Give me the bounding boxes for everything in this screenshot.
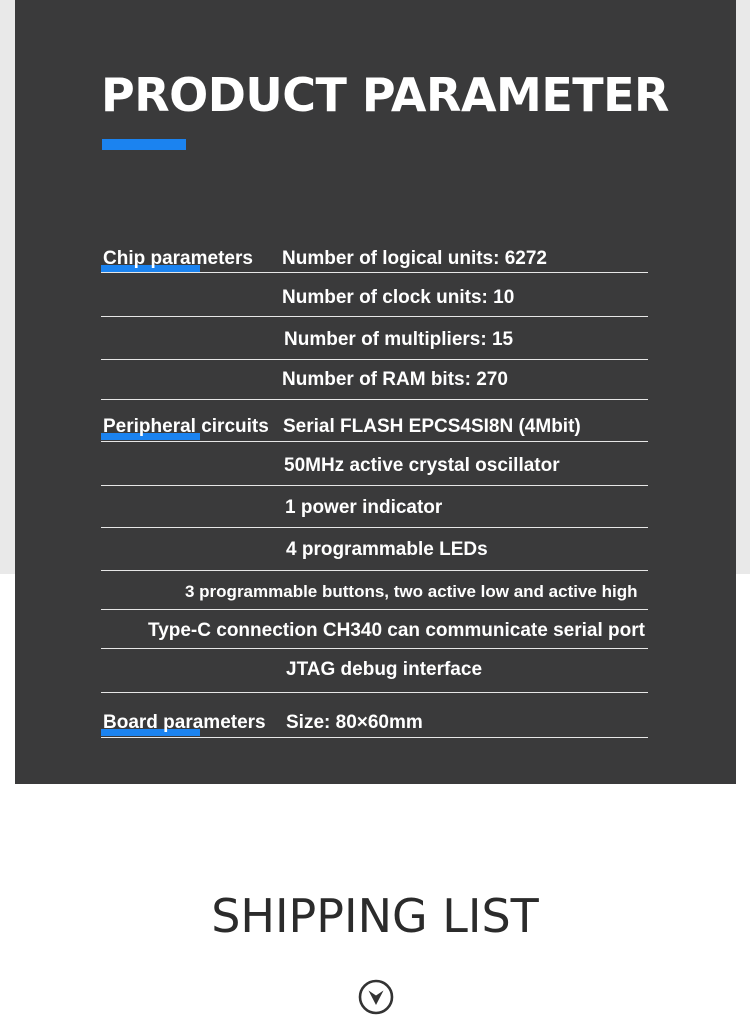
row-divider [101, 485, 648, 486]
row-divider [101, 527, 648, 528]
row-divider [101, 272, 648, 273]
row-divider [101, 648, 648, 649]
param-row: Number of logical units: 6272 [282, 248, 547, 269]
chevron-down-circle-icon [358, 979, 394, 1015]
row-divider [101, 359, 648, 360]
title-accent-bar [102, 139, 186, 150]
row-divider [101, 399, 648, 400]
param-row: Size: 80×60mm [286, 712, 423, 733]
row-divider [101, 570, 648, 571]
category-label-chip: Chip parameters [103, 248, 253, 269]
param-row: 1 power indicator [285, 497, 443, 518]
page-title: PRODUCT PARAMETER [101, 68, 669, 122]
row-divider [101, 737, 648, 738]
param-row: JTAG debug interface [286, 659, 483, 680]
row-divider [101, 316, 648, 317]
row-divider [101, 441, 648, 442]
param-row: 3 programmable buttons, two active low and active high [185, 582, 638, 601]
param-row: Serial FLASH EPCS4SI8N (4Mbit) [283, 416, 581, 437]
shipping-list-title: SHIPPING LIST [211, 889, 539, 943]
category-label-board: Board parameters [103, 712, 266, 733]
row-divider [101, 692, 648, 693]
row-divider [101, 609, 648, 610]
param-row: Number of multipliers: 15 [284, 329, 514, 350]
category-label-peripheral: Peripheral circuits [103, 416, 269, 437]
param-row: Number of clock units: 10 [282, 287, 515, 308]
param-row: Number of RAM bits: 270 [282, 369, 508, 390]
param-row: 50MHz active crystal oscillator [284, 455, 560, 476]
param-row: Type-C connection CH340 can communicate serial port [148, 620, 645, 641]
param-row: 4 programmable LEDs [286, 539, 488, 560]
